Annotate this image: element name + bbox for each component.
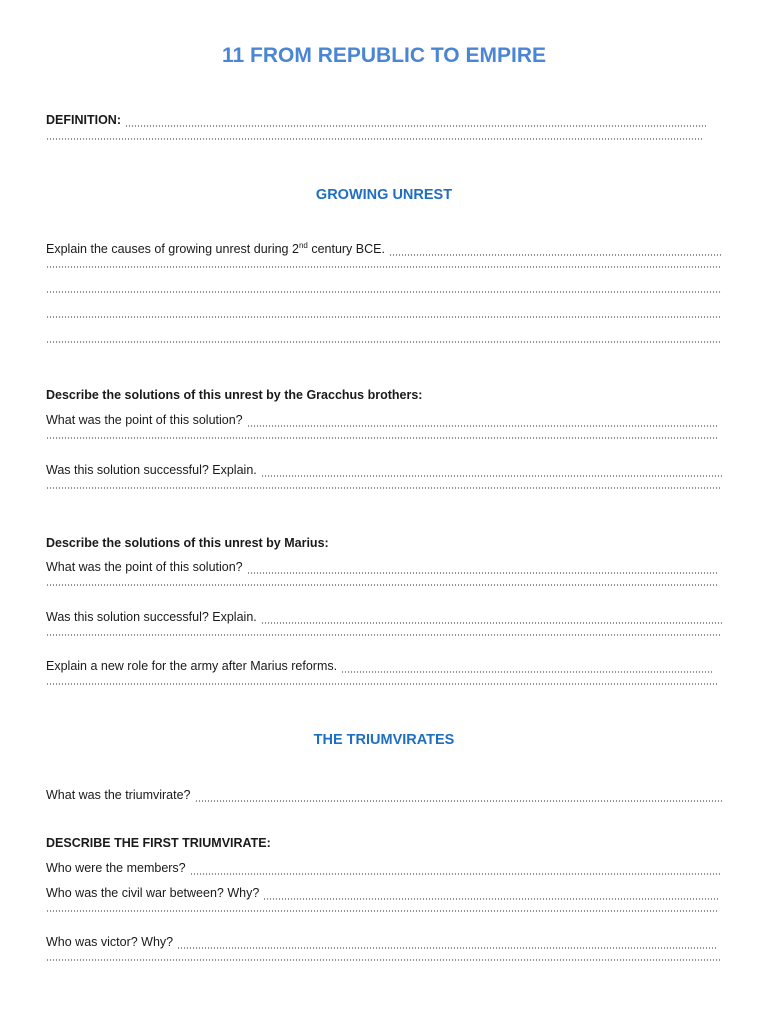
answer-blank[interactable] xyxy=(46,487,722,489)
question-text: What was the triumvirate? xyxy=(46,788,191,802)
question-line-army-role[interactable] xyxy=(46,658,714,674)
question-text: Who was victor? Why? xyxy=(46,935,174,949)
answer-line[interactable] xyxy=(46,138,704,141)
answer-blank[interactable] xyxy=(389,254,722,256)
answer-blank[interactable] xyxy=(125,125,706,127)
answer-blank[interactable] xyxy=(46,910,718,912)
first-triumvirate-label: DESCRIBE THE FIRST TRIUMVIRATE: xyxy=(46,836,271,850)
answer-blank[interactable] xyxy=(46,683,718,685)
question-line-civil-war[interactable] xyxy=(46,885,718,901)
answer-blank[interactable] xyxy=(177,947,716,949)
answer-blank[interactable] xyxy=(261,475,722,477)
answer-blank[interactable] xyxy=(195,800,723,802)
gracchus-label: Describe the solutions of this unrest by the Gracchus brothers: xyxy=(46,388,423,402)
section-heading-growing-unrest: GROWING UNREST xyxy=(315,187,453,203)
question-line-marius-point[interactable] xyxy=(46,559,718,575)
question-line-unrest-causes[interactable] xyxy=(46,241,722,257)
question-line-victor[interactable] xyxy=(46,934,716,950)
answer-line[interactable] xyxy=(46,487,722,490)
question-line-gracchus-success[interactable] xyxy=(46,462,722,478)
answer-blank[interactable] xyxy=(46,959,722,961)
question-line-gracchus-point[interactable] xyxy=(46,412,718,428)
question-line-marius-success[interactable] xyxy=(46,609,722,625)
answer-blank[interactable] xyxy=(46,138,704,140)
answer-line[interactable] xyxy=(46,683,718,686)
page-title: 11 FROM REPUBLIC TO EMPIRE xyxy=(222,44,546,67)
marius-label: Describe the solutions of this unrest by Marius: xyxy=(46,536,329,550)
answer-blank[interactable] xyxy=(46,316,722,318)
answer-line[interactable] xyxy=(46,959,722,962)
answer-line[interactable] xyxy=(46,266,722,269)
answer-blank[interactable] xyxy=(46,634,722,636)
question-text: Was this solution successful? Explain. xyxy=(46,463,257,477)
answer-line[interactable] xyxy=(46,437,718,440)
definition-line[interactable] xyxy=(46,112,706,128)
answer-blank[interactable] xyxy=(263,898,718,900)
answer-blank[interactable] xyxy=(247,425,718,427)
answer-blank[interactable] xyxy=(46,437,718,439)
answer-line[interactable] xyxy=(46,910,718,913)
answer-blank[interactable] xyxy=(46,291,722,293)
question-text: Explain a new role for the army after Marius reforms. xyxy=(46,659,338,673)
question-line-members[interactable] xyxy=(46,860,722,876)
answer-blank[interactable] xyxy=(261,622,722,624)
answer-line[interactable] xyxy=(46,341,722,344)
answer-blank[interactable] xyxy=(46,341,722,343)
question-text: Explain the causes of growing unrest during 2nd century BCE. xyxy=(46,240,385,256)
question-text: Was this solution successful? Explain. xyxy=(46,610,257,624)
answer-line[interactable] xyxy=(46,291,722,294)
definition-label: DEFINITION: xyxy=(46,113,121,127)
question-text: Who were the members? xyxy=(46,861,186,875)
answer-line[interactable] xyxy=(46,634,722,637)
answer-blank[interactable] xyxy=(46,266,722,268)
question-text: What was the point of this solution? xyxy=(46,560,243,574)
answer-blank[interactable] xyxy=(341,671,714,673)
answer-blank[interactable] xyxy=(190,873,722,875)
answer-line[interactable] xyxy=(46,584,718,587)
question-text: Who was the civil war between? Why? xyxy=(46,886,260,900)
question-line-triumvirate[interactable] xyxy=(46,787,722,803)
answer-blank[interactable] xyxy=(247,572,718,574)
answer-line[interactable] xyxy=(46,316,722,319)
section-heading-triumvirates: THE TRIUMVIRATES xyxy=(313,732,455,748)
question-text: What was the point of this solution? xyxy=(46,413,243,427)
answer-blank[interactable] xyxy=(46,584,718,586)
